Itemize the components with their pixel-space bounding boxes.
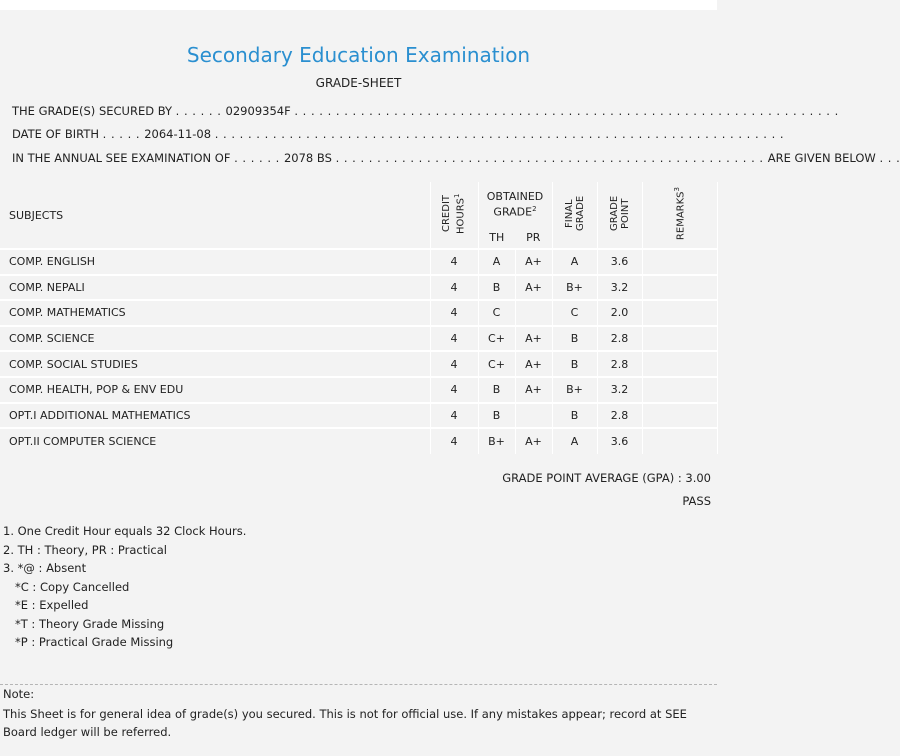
grade-table [0, 182, 718, 454]
gpa-line [502, 471, 711, 485]
remarks-cell [642, 377, 717, 403]
grade-point-header: GRADE POINT [597, 182, 642, 249]
remarks-cell [642, 326, 717, 352]
subject-cell: COMP. SOCIAL STUDIES [0, 351, 430, 377]
subject-cell: COMP. ENGLISH [0, 249, 430, 275]
th-grade-cell: C+ [478, 351, 515, 377]
subject-cell: COMP. HEALTH, POP & ENV EDU [0, 377, 430, 403]
exam-year: 2078 BS [283, 151, 332, 165]
credit-cell: 4 [430, 249, 478, 275]
th-grade-cell: B [478, 377, 515, 403]
obtained-grade-label: OBTAINED GRADE [486, 190, 544, 219]
th-grade-cell: B [478, 403, 515, 429]
given-below-label: ARE GIVEN BELOW [767, 151, 876, 165]
legend-note: *C : Copy Cancelled [15, 579, 130, 594]
remarks-cell [642, 351, 717, 377]
grade-point-cell: 2.8 [597, 351, 642, 377]
subject-cell: OPT.I ADDITIONAL MATHEMATICS [0, 403, 430, 429]
remarks-cell [642, 428, 717, 454]
legend-notes [3, 522, 246, 652]
th-header: TH [489, 230, 505, 244]
pr-grade-cell: A+ [515, 275, 552, 301]
subject-cell: OPT.II COMPUTER SCIENCE [0, 428, 430, 454]
table-row [0, 351, 717, 377]
result-status: PASS [682, 494, 711, 508]
remarks-cell [642, 249, 717, 275]
pr-grade-cell [515, 300, 552, 326]
top-bar [0, 0, 717, 10]
secured-by-label: THE GRADE(S) SECURED BY [12, 104, 173, 118]
final-grade-cell: B [552, 326, 597, 352]
final-grade-cell: B [552, 351, 597, 377]
grade-point-cell: 3.2 [597, 275, 642, 301]
grade-point-cell: 2.8 [597, 326, 642, 352]
remarks-cell [642, 300, 717, 326]
final-grade-cell: B+ [552, 275, 597, 301]
table-row [0, 275, 717, 301]
footer-divider [0, 684, 717, 685]
gpa-label: GRADE POINT AVERAGE (GPA) : [502, 471, 682, 485]
grade-point-cell: 2.8 [597, 403, 642, 429]
legend-note: *P : Practical Grade Missing [15, 635, 174, 649]
final-grade-cell: C [552, 300, 597, 326]
grade-point-cell: 3.2 [597, 377, 642, 403]
exam-line: IN THE ANNUAL SEE EXAMINATION OF . . . . . . 2078 BS . . . . . . . . . . . . . . . . . . . . . . . . . . . . . . . . . . . . . . . . . . . . . . . . . . . . ARE GIVEN BELOW . . . [12, 151, 900, 165]
th-grade-cell: B+ [478, 428, 515, 454]
final-grade-cell: A [552, 249, 597, 275]
grade-point-cell: 3.6 [597, 249, 642, 275]
footer-note-label: Note: [3, 687, 35, 701]
table-row [0, 300, 717, 326]
subjects-header: SUBJECTS [0, 182, 430, 249]
th-grade-cell: B [478, 275, 515, 301]
table-row [0, 249, 717, 275]
pr-grade-cell: A+ [515, 377, 552, 403]
gpa-value: 3.00 [685, 471, 711, 485]
subject-cell: COMP. MATHEMATICS [0, 300, 430, 326]
exam-label: IN THE ANNUAL SEE EXAMINATION OF [12, 151, 231, 165]
credit-cell: 4 [430, 300, 478, 326]
pr-grade-cell: A+ [515, 428, 552, 454]
table-row [0, 377, 717, 403]
table-row [0, 428, 717, 454]
th-grade-cell: C+ [478, 326, 515, 352]
final-grade-cell: A [552, 428, 597, 454]
credit-cell: 4 [430, 326, 478, 352]
remarks-cell [642, 275, 717, 301]
legend-note: 3. *@ : Absent [3, 561, 87, 575]
legend-note: 2. TH : Theory, PR : Practical [3, 542, 167, 557]
final-grade-cell: B+ [552, 377, 597, 403]
credit-cell: 4 [430, 351, 478, 377]
footer-note-text: This Sheet is for general idea of grade(s) you secured. This is not for official use. If any mistakes appear; record at SEE Board ledger will be referred. [3, 707, 687, 739]
grade-point-cell: 3.6 [597, 428, 642, 454]
dob-value: 2064-11-08 [144, 127, 212, 141]
legend-note: 1. One Credit Hour equals 32 Clock Hours. [3, 524, 247, 538]
table-row [0, 326, 717, 352]
credit-hours-header: CREDIT HOURS$^1$ [430, 182, 478, 249]
credit-cell: 4 [430, 403, 478, 429]
subject-cell: COMP. NEPALI [0, 275, 430, 301]
subject-cell: COMP. SCIENCE [0, 326, 430, 352]
th-grade-cell: C [478, 300, 515, 326]
pr-grade-cell: A+ [515, 249, 552, 275]
grade-point-cell: 2.0 [597, 300, 642, 326]
pr-grade-cell [515, 403, 552, 429]
table-row [0, 403, 717, 429]
credit-cell: 4 [430, 377, 478, 403]
pr-grade-cell: A+ [515, 351, 552, 377]
remarks-header: REMARKS$^3$ [642, 182, 717, 249]
final-grade-cell: B [552, 403, 597, 429]
final-grade-header: FINAL GRADE [552, 182, 597, 249]
secured-by-line: THE GRADE(S) SECURED BY . . . . . . 02909354F . . . . . . . . . . . . . . . . . . . . . . . . . . . . . . . . . . . . . . . . . . . . . . . . . . . . . . . . . . . . . . . . . . [12, 104, 839, 118]
page-title: Secondary Education Examination [186, 43, 531, 67]
credit-cell: 4 [430, 428, 478, 454]
obtained-grade-header: OBTAINED GRADE$^2$ TH PR [478, 182, 552, 249]
page-subtitle: GRADE-SHEET [315, 76, 402, 90]
credit-cell: 4 [430, 275, 478, 301]
dob-line: DATE OF BIRTH . . . . . 2064-11-08 . . . . . . . . . . . . . . . . . . . . . . . . . . . . . . . . . . . . . . . . . . . . . . . . . . . . . . . . . . . . . . . . . . . . . [12, 127, 785, 141]
remarks-cell [642, 403, 717, 429]
pr-header: PR [526, 230, 541, 244]
legend-note: *T : Theory Grade Missing [15, 616, 165, 631]
pr-grade-cell: A+ [515, 326, 552, 352]
legend-note: *E : Expelled [15, 598, 89, 612]
th-grade-cell: A [478, 249, 515, 275]
dob-label: DATE OF BIRTH [12, 127, 100, 141]
symbol-number: 02909354F [225, 104, 291, 118]
